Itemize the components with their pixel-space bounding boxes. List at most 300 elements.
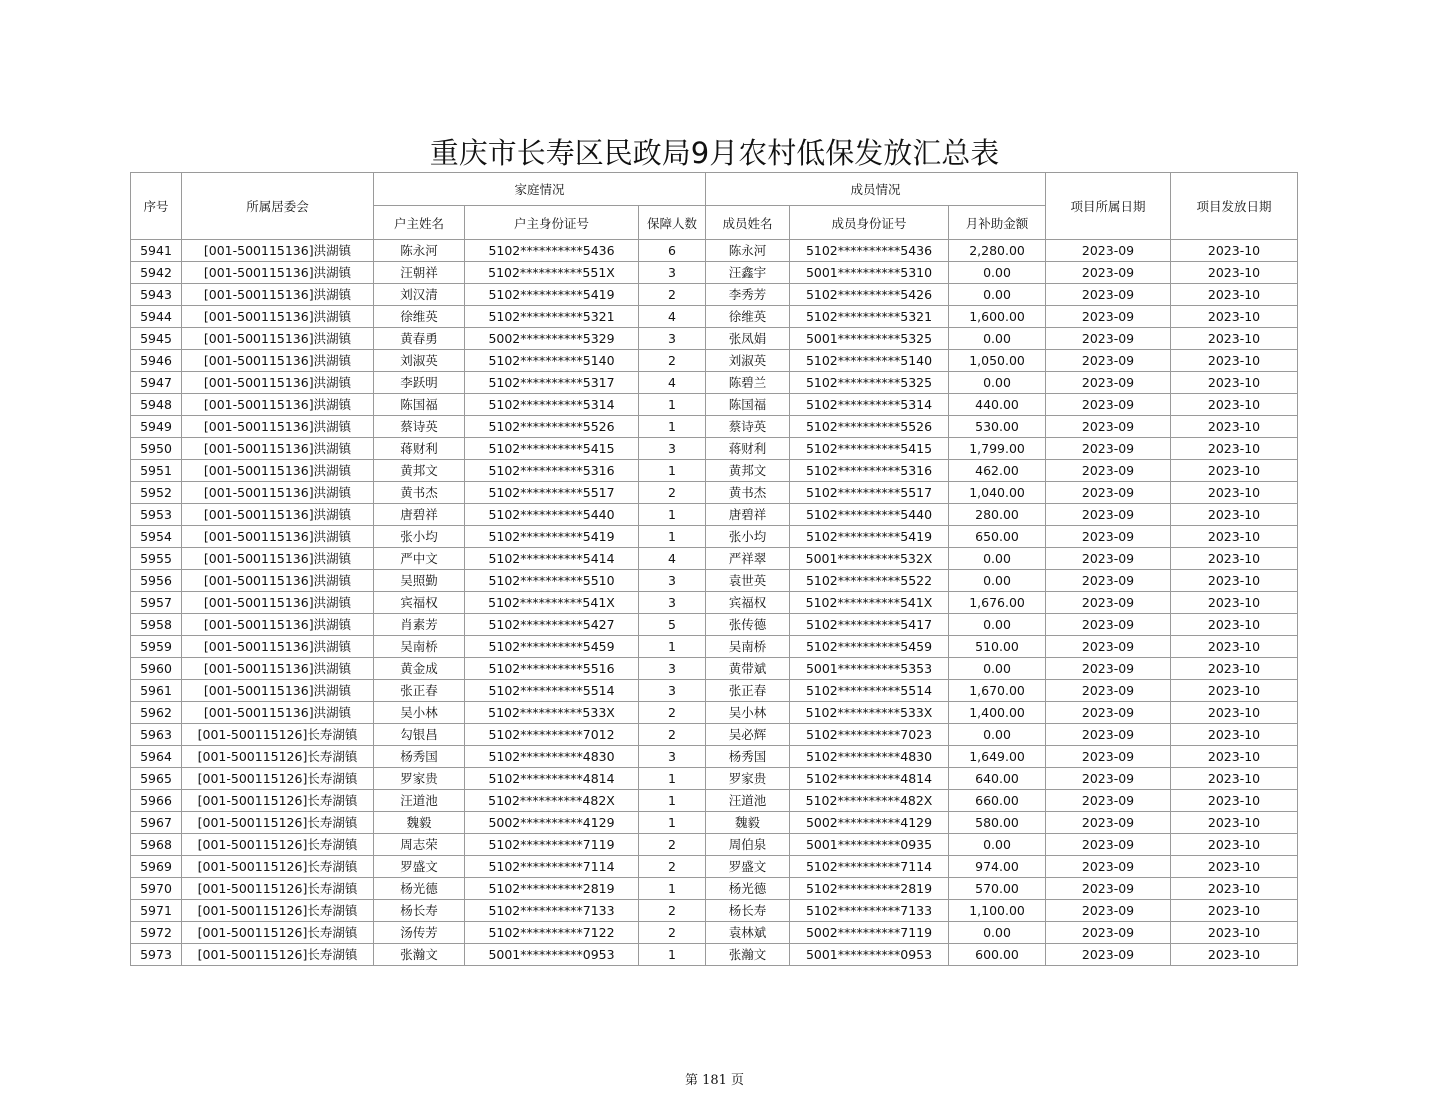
head-id-cell: 5102**********5517 <box>465 482 639 504</box>
committee-cell: [001-500115136]洪湖镇 <box>182 680 374 702</box>
head-id-cell: 5102**********533X <box>465 702 639 724</box>
amount-cell: 1,600.00 <box>949 306 1046 328</box>
committee-cell: [001-500115136]洪湖镇 <box>182 614 374 636</box>
amount-cell: 640.00 <box>949 768 1046 790</box>
seq-cell: 5952 <box>131 482 182 504</box>
member-name-cell: 黄带斌 <box>706 658 790 680</box>
member-name-cell: 杨秀国 <box>706 746 790 768</box>
member-name-cell: 杨光德 <box>706 878 790 900</box>
head-id-cell: 5102**********7012 <box>465 724 639 746</box>
amount-cell: 0.00 <box>949 614 1046 636</box>
project-date-cell: 2023-09 <box>1046 856 1171 878</box>
covered-cell: 1 <box>639 790 706 812</box>
head-name-cell: 黄书杰 <box>374 482 465 504</box>
covered-cell: 1 <box>639 944 706 966</box>
head-name-cell: 杨长寿 <box>374 900 465 922</box>
table-row <box>131 460 1298 482</box>
member-id-cell: 5102**********482X <box>790 790 949 812</box>
head-name-cell: 张正春 <box>374 680 465 702</box>
member-name-cell: 周伯泉 <box>706 834 790 856</box>
seq-cell: 5961 <box>131 680 182 702</box>
head-id-cell: 5102**********4814 <box>465 768 639 790</box>
committee-cell: [001-500115136]洪湖镇 <box>182 548 374 570</box>
project-date-cell: 2023-09 <box>1046 922 1171 944</box>
committee-cell: [001-500115126]长寿湖镇 <box>182 724 374 746</box>
table-row <box>131 944 1298 966</box>
head-id-cell: 5102**********5526 <box>465 416 639 438</box>
covered-cell: 3 <box>639 328 706 350</box>
committee-cell: [001-500115136]洪湖镇 <box>182 372 374 394</box>
head-id-cell: 5102**********5414 <box>465 548 639 570</box>
issue-date-cell: 2023-10 <box>1171 350 1298 372</box>
issue-date-cell: 2023-10 <box>1171 240 1298 262</box>
header-covered: 保障人数 <box>639 206 706 240</box>
member-id-cell: 5102**********4814 <box>790 768 949 790</box>
header-member-id: 成员身份证号 <box>790 206 949 240</box>
amount-cell: 0.00 <box>949 372 1046 394</box>
head-id-cell: 5102**********2819 <box>465 878 639 900</box>
head-id-cell: 5102**********5316 <box>465 460 639 482</box>
issue-date-cell: 2023-10 <box>1171 768 1298 790</box>
amount-cell: 530.00 <box>949 416 1046 438</box>
table-row <box>131 658 1298 680</box>
member-id-cell: 5001**********5353 <box>790 658 949 680</box>
table-row <box>131 834 1298 856</box>
head-name-cell: 魏毅 <box>374 812 465 834</box>
seq-cell: 5942 <box>131 262 182 284</box>
amount-cell: 1,649.00 <box>949 746 1046 768</box>
member-id-cell: 5001**********0953 <box>790 944 949 966</box>
seq-cell: 5954 <box>131 526 182 548</box>
committee-cell: [001-500115136]洪湖镇 <box>182 526 374 548</box>
header-committee: 所属居委会 <box>182 173 374 240</box>
project-date-cell: 2023-09 <box>1046 372 1171 394</box>
head-id-cell: 5102**********5415 <box>465 438 639 460</box>
covered-cell: 4 <box>639 306 706 328</box>
member-id-cell: 5102**********7114 <box>790 856 949 878</box>
allowance-table <box>130 172 1298 966</box>
head-id-cell: 5102**********7133 <box>465 900 639 922</box>
table-row <box>131 680 1298 702</box>
amount-cell: 600.00 <box>949 944 1046 966</box>
covered-cell: 1 <box>639 504 706 526</box>
member-name-cell: 蒋财利 <box>706 438 790 460</box>
member-name-cell: 蔡诗英 <box>706 416 790 438</box>
seq-cell: 5946 <box>131 350 182 372</box>
table-row <box>131 328 1298 350</box>
head-name-cell: 吴小林 <box>374 702 465 724</box>
committee-cell: [001-500115136]洪湖镇 <box>182 350 374 372</box>
seq-cell: 5951 <box>131 460 182 482</box>
head-id-cell: 5002**********4129 <box>465 812 639 834</box>
amount-cell: 1,670.00 <box>949 680 1046 702</box>
seq-cell: 5957 <box>131 592 182 614</box>
committee-cell: [001-500115136]洪湖镇 <box>182 658 374 680</box>
committee-cell: [001-500115136]洪湖镇 <box>182 482 374 504</box>
header-seq: 序号 <box>131 173 182 240</box>
table-row <box>131 262 1298 284</box>
project-date-cell: 2023-09 <box>1046 284 1171 306</box>
table-row <box>131 394 1298 416</box>
head-name-cell: 黄邦文 <box>374 460 465 482</box>
amount-cell: 0.00 <box>949 570 1046 592</box>
committee-cell: [001-500115126]长寿湖镇 <box>182 768 374 790</box>
seq-cell: 5950 <box>131 438 182 460</box>
member-id-cell: 5102**********7023 <box>790 724 949 746</box>
issue-date-cell: 2023-10 <box>1171 900 1298 922</box>
seq-cell: 5944 <box>131 306 182 328</box>
amount-cell: 1,676.00 <box>949 592 1046 614</box>
project-date-cell: 2023-09 <box>1046 350 1171 372</box>
head-name-cell: 陈永河 <box>374 240 465 262</box>
head-id-cell: 5102**********5314 <box>465 394 639 416</box>
covered-cell: 1 <box>639 636 706 658</box>
amount-cell: 510.00 <box>949 636 1046 658</box>
head-id-cell: 5002**********5329 <box>465 328 639 350</box>
covered-cell: 1 <box>639 878 706 900</box>
covered-cell: 1 <box>639 812 706 834</box>
table-header <box>131 173 1298 240</box>
committee-cell: [001-500115136]洪湖镇 <box>182 416 374 438</box>
issue-date-cell: 2023-10 <box>1171 306 1298 328</box>
member-id-cell: 5001**********5310 <box>790 262 949 284</box>
project-date-cell: 2023-09 <box>1046 394 1171 416</box>
seq-cell: 5959 <box>131 636 182 658</box>
issue-date-cell: 2023-10 <box>1171 482 1298 504</box>
amount-cell: 1,799.00 <box>949 438 1046 460</box>
project-date-cell: 2023-09 <box>1046 438 1171 460</box>
head-name-cell: 唐碧祥 <box>374 504 465 526</box>
head-name-cell: 陈国福 <box>374 394 465 416</box>
project-date-cell: 2023-09 <box>1046 636 1171 658</box>
member-name-cell: 张凤娟 <box>706 328 790 350</box>
member-id-cell: 5102**********5325 <box>790 372 949 394</box>
seq-cell: 5971 <box>131 900 182 922</box>
member-id-cell: 5102**********5426 <box>790 284 949 306</box>
project-date-cell: 2023-09 <box>1046 658 1171 680</box>
head-name-cell: 汪道池 <box>374 790 465 812</box>
head-name-cell: 勾银昌 <box>374 724 465 746</box>
member-name-cell: 袁林斌 <box>706 922 790 944</box>
head-name-cell: 周志荣 <box>374 834 465 856</box>
committee-cell: [001-500115136]洪湖镇 <box>182 394 374 416</box>
head-name-cell: 吴南桥 <box>374 636 465 658</box>
member-name-cell: 李秀芳 <box>706 284 790 306</box>
member-id-cell: 5102**********5436 <box>790 240 949 262</box>
amount-cell: 0.00 <box>949 834 1046 856</box>
header-head-id: 户主身份证号 <box>465 206 639 240</box>
covered-cell: 2 <box>639 900 706 922</box>
head-id-cell: 5102**********5510 <box>465 570 639 592</box>
member-name-cell: 黄邦文 <box>706 460 790 482</box>
member-name-cell: 陈国福 <box>706 394 790 416</box>
seq-cell: 5966 <box>131 790 182 812</box>
header-head-name: 户主姓名 <box>374 206 465 240</box>
head-name-cell: 罗盛文 <box>374 856 465 878</box>
head-name-cell: 汤传芳 <box>374 922 465 944</box>
covered-cell: 5 <box>639 614 706 636</box>
table-row <box>131 438 1298 460</box>
seq-cell: 5968 <box>131 834 182 856</box>
member-id-cell: 5102**********5526 <box>790 416 949 438</box>
issue-date-cell: 2023-10 <box>1171 526 1298 548</box>
committee-cell: [001-500115136]洪湖镇 <box>182 438 374 460</box>
committee-cell: [001-500115126]长寿湖镇 <box>182 922 374 944</box>
issue-date-cell: 2023-10 <box>1171 438 1298 460</box>
member-name-cell: 吴南桥 <box>706 636 790 658</box>
member-name-cell: 杨长寿 <box>706 900 790 922</box>
member-name-cell: 徐维英 <box>706 306 790 328</box>
head-id-cell: 5102**********5459 <box>465 636 639 658</box>
member-id-cell: 5102**********5415 <box>790 438 949 460</box>
head-name-cell: 杨光德 <box>374 878 465 900</box>
issue-date-cell: 2023-10 <box>1171 812 1298 834</box>
seq-cell: 5960 <box>131 658 182 680</box>
table-row <box>131 900 1298 922</box>
header-issue-date: 项目发放日期 <box>1171 173 1298 240</box>
covered-cell: 4 <box>639 372 706 394</box>
amount-cell: 570.00 <box>949 878 1046 900</box>
header-family-group: 家庭情况 <box>374 173 706 206</box>
seq-cell: 5953 <box>131 504 182 526</box>
covered-cell: 3 <box>639 658 706 680</box>
amount-cell: 440.00 <box>949 394 1046 416</box>
seq-cell: 5963 <box>131 724 182 746</box>
committee-cell: [001-500115136]洪湖镇 <box>182 702 374 724</box>
header-member-group: 成员情况 <box>706 173 1046 206</box>
issue-date-cell: 2023-10 <box>1171 856 1298 878</box>
member-name-cell: 宾福权 <box>706 592 790 614</box>
project-date-cell: 2023-09 <box>1046 614 1171 636</box>
table-row <box>131 614 1298 636</box>
amount-cell: 0.00 <box>949 548 1046 570</box>
page-title: 重庆市长寿区民政局9月农村低保发放汇总表 <box>429 136 1000 170</box>
table-row <box>131 768 1298 790</box>
committee-cell: [001-500115136]洪湖镇 <box>182 592 374 614</box>
head-name-cell: 黄春勇 <box>374 328 465 350</box>
amount-cell: 0.00 <box>949 328 1046 350</box>
member-id-cell: 5001**********0935 <box>790 834 949 856</box>
member-id-cell: 5102**********5417 <box>790 614 949 636</box>
head-id-cell: 5102**********551X <box>465 262 639 284</box>
member-id-cell: 5102**********541X <box>790 592 949 614</box>
head-name-cell: 严中文 <box>374 548 465 570</box>
table-row <box>131 812 1298 834</box>
member-id-cell: 5102**********7133 <box>790 900 949 922</box>
issue-date-cell: 2023-10 <box>1171 372 1298 394</box>
header-member-name: 成员姓名 <box>706 206 790 240</box>
amount-cell: 1,040.00 <box>949 482 1046 504</box>
header-monthly-amount: 月补助金额 <box>949 206 1046 240</box>
amount-cell: 0.00 <box>949 262 1046 284</box>
issue-date-cell: 2023-10 <box>1171 570 1298 592</box>
project-date-cell: 2023-09 <box>1046 746 1171 768</box>
seq-cell: 5945 <box>131 328 182 350</box>
table-row <box>131 702 1298 724</box>
project-date-cell: 2023-09 <box>1046 944 1171 966</box>
project-date-cell: 2023-09 <box>1046 240 1171 262</box>
amount-cell: 1,400.00 <box>949 702 1046 724</box>
issue-date-cell: 2023-10 <box>1171 394 1298 416</box>
covered-cell: 2 <box>639 702 706 724</box>
project-date-cell: 2023-09 <box>1046 768 1171 790</box>
covered-cell: 3 <box>639 746 706 768</box>
seq-cell: 5970 <box>131 878 182 900</box>
amount-cell: 660.00 <box>949 790 1046 812</box>
issue-date-cell: 2023-10 <box>1171 746 1298 768</box>
head-id-cell: 5102**********5514 <box>465 680 639 702</box>
member-name-cell: 张正春 <box>706 680 790 702</box>
project-date-cell: 2023-09 <box>1046 306 1171 328</box>
member-name-cell: 张瀚文 <box>706 944 790 966</box>
member-name-cell: 罗家贵 <box>706 768 790 790</box>
table-row <box>131 570 1298 592</box>
issue-date-cell: 2023-10 <box>1171 680 1298 702</box>
head-name-cell: 蔡诗英 <box>374 416 465 438</box>
seq-cell: 5956 <box>131 570 182 592</box>
project-date-cell: 2023-09 <box>1046 680 1171 702</box>
seq-cell: 5964 <box>131 746 182 768</box>
covered-cell: 1 <box>639 768 706 790</box>
project-date-cell: 2023-09 <box>1046 570 1171 592</box>
committee-cell: [001-500115136]洪湖镇 <box>182 240 374 262</box>
head-name-cell: 张小均 <box>374 526 465 548</box>
table-row <box>131 790 1298 812</box>
committee-cell: [001-500115126]长寿湖镇 <box>182 834 374 856</box>
head-name-cell: 徐维英 <box>374 306 465 328</box>
head-name-cell: 蒋财利 <box>374 438 465 460</box>
member-name-cell: 袁世英 <box>706 570 790 592</box>
amount-cell: 2,280.00 <box>949 240 1046 262</box>
covered-cell: 4 <box>639 548 706 570</box>
covered-cell: 1 <box>639 460 706 482</box>
table-row <box>131 548 1298 570</box>
covered-cell: 1 <box>639 526 706 548</box>
seq-cell: 5941 <box>131 240 182 262</box>
member-name-cell: 张传德 <box>706 614 790 636</box>
head-name-cell: 李跃明 <box>374 372 465 394</box>
issue-date-cell: 2023-10 <box>1171 460 1298 482</box>
table-row <box>131 592 1298 614</box>
issue-date-cell: 2023-10 <box>1171 262 1298 284</box>
amount-cell: 0.00 <box>949 922 1046 944</box>
committee-cell: [001-500115126]长寿湖镇 <box>182 812 374 834</box>
table-row <box>131 856 1298 878</box>
project-date-cell: 2023-09 <box>1046 812 1171 834</box>
issue-date-cell: 2023-10 <box>1171 416 1298 438</box>
project-date-cell: 2023-09 <box>1046 526 1171 548</box>
head-name-cell: 杨秀国 <box>374 746 465 768</box>
head-name-cell: 吴照勤 <box>374 570 465 592</box>
head-id-cell: 5102**********541X <box>465 592 639 614</box>
committee-cell: [001-500115136]洪湖镇 <box>182 328 374 350</box>
covered-cell: 2 <box>639 724 706 746</box>
table-row <box>131 306 1298 328</box>
table-row <box>131 284 1298 306</box>
project-date-cell: 2023-09 <box>1046 482 1171 504</box>
issue-date-cell: 2023-10 <box>1171 702 1298 724</box>
covered-cell: 3 <box>639 570 706 592</box>
seq-cell: 5943 <box>131 284 182 306</box>
member-id-cell: 5102**********5140 <box>790 350 949 372</box>
member-name-cell: 刘淑英 <box>706 350 790 372</box>
project-date-cell: 2023-09 <box>1046 790 1171 812</box>
amount-cell: 0.00 <box>949 658 1046 680</box>
member-id-cell: 5102**********4830 <box>790 746 949 768</box>
covered-cell: 2 <box>639 834 706 856</box>
seq-cell: 5955 <box>131 548 182 570</box>
member-id-cell: 5102**********2819 <box>790 878 949 900</box>
head-name-cell: 罗家贵 <box>374 768 465 790</box>
covered-cell: 2 <box>639 284 706 306</box>
seq-cell: 5965 <box>131 768 182 790</box>
member-id-cell: 5102**********5419 <box>790 526 949 548</box>
issue-date-cell: 2023-10 <box>1171 548 1298 570</box>
head-name-cell: 刘淑英 <box>374 350 465 372</box>
member-name-cell: 罗盛文 <box>706 856 790 878</box>
head-id-cell: 5102**********4830 <box>465 746 639 768</box>
project-date-cell: 2023-09 <box>1046 878 1171 900</box>
covered-cell: 3 <box>639 680 706 702</box>
committee-cell: [001-500115126]长寿湖镇 <box>182 790 374 812</box>
amount-cell: 1,050.00 <box>949 350 1046 372</box>
table-row <box>131 636 1298 658</box>
head-name-cell: 黄金成 <box>374 658 465 680</box>
project-date-cell: 2023-09 <box>1046 504 1171 526</box>
member-id-cell: 5102**********5459 <box>790 636 949 658</box>
covered-cell: 1 <box>639 394 706 416</box>
member-id-cell: 5002**********7119 <box>790 922 949 944</box>
head-id-cell: 5102**********482X <box>465 790 639 812</box>
head-id-cell: 5102**********5436 <box>465 240 639 262</box>
covered-cell: 3 <box>639 262 706 284</box>
head-name-cell: 刘汉清 <box>374 284 465 306</box>
issue-date-cell: 2023-10 <box>1171 592 1298 614</box>
table-body <box>131 240 1298 966</box>
committee-cell: [001-500115126]长寿湖镇 <box>182 900 374 922</box>
table-row <box>131 240 1298 262</box>
member-name-cell: 严祥翠 <box>706 548 790 570</box>
head-id-cell: 5102**********5516 <box>465 658 639 680</box>
head-id-cell: 5102**********5419 <box>465 526 639 548</box>
table-row <box>131 526 1298 548</box>
header-project-date: 项目所属日期 <box>1046 173 1171 240</box>
member-id-cell: 5001**********5325 <box>790 328 949 350</box>
issue-date-cell: 2023-10 <box>1171 790 1298 812</box>
head-id-cell: 5102**********7114 <box>465 856 639 878</box>
issue-date-cell: 2023-10 <box>1171 328 1298 350</box>
committee-cell: [001-500115136]洪湖镇 <box>182 284 374 306</box>
project-date-cell: 2023-09 <box>1046 548 1171 570</box>
committee-cell: [001-500115136]洪湖镇 <box>182 570 374 592</box>
page-number: 第 181 页 <box>684 1073 745 1088</box>
covered-cell: 1 <box>639 416 706 438</box>
head-id-cell: 5001**********0953 <box>465 944 639 966</box>
member-id-cell: 5102**********5321 <box>790 306 949 328</box>
issue-date-cell: 2023-10 <box>1171 878 1298 900</box>
head-id-cell: 5102**********5321 <box>465 306 639 328</box>
amount-cell: 650.00 <box>949 526 1046 548</box>
amount-cell: 580.00 <box>949 812 1046 834</box>
issue-date-cell: 2023-10 <box>1171 614 1298 636</box>
member-name-cell: 吴必辉 <box>706 724 790 746</box>
seq-cell: 5949 <box>131 416 182 438</box>
table-row <box>131 746 1298 768</box>
table-row <box>131 504 1298 526</box>
committee-cell: [001-500115126]长寿湖镇 <box>182 944 374 966</box>
issue-date-cell: 2023-10 <box>1171 504 1298 526</box>
project-date-cell: 2023-09 <box>1046 702 1171 724</box>
